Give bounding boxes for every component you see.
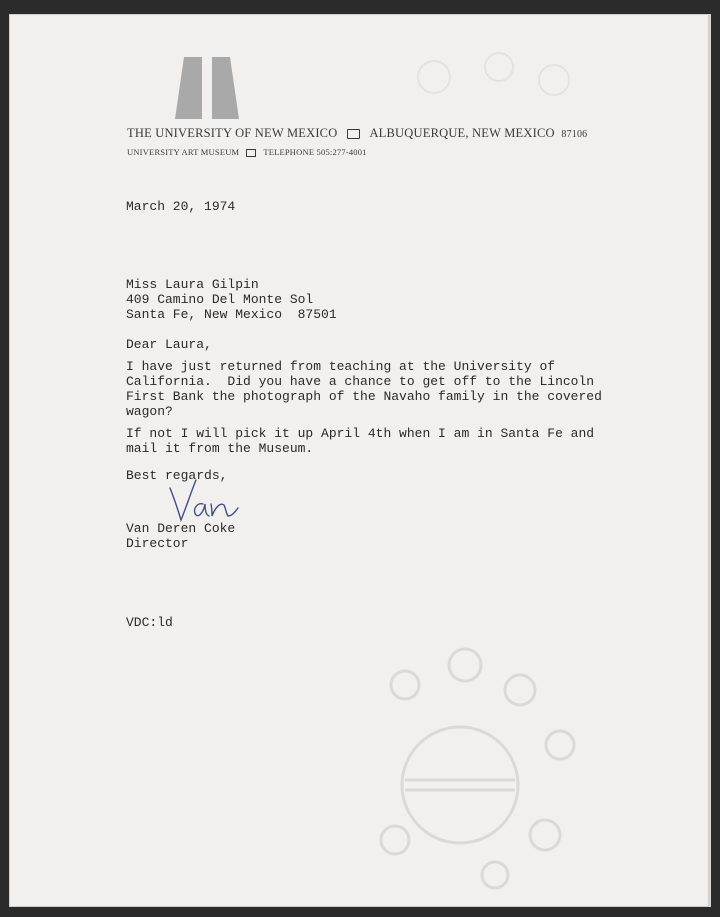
recipient-street: 409 Camino Del Monte Sol [126,292,314,307]
department-name: UNIVERSITY ART MUSEUM [127,147,240,157]
paragraph-1-line: I have just returned from teaching at the University of [126,359,556,374]
faint-embossed-stamp [365,640,595,890]
faint-stamp-top [389,42,589,102]
institution-name: THE UNIVERSITY OF NEW MEXICO [127,126,338,140]
paragraph-1-line: wagon? [126,404,173,419]
telephone: TELEPHONE 505:277-4001 [263,147,367,157]
paragraph-1-line: California. Did you have a chance to get off to the Lincoln [126,374,595,389]
recipient-city: Santa Fe, New Mexico 87501 [126,307,337,322]
separator-box-icon [347,129,360,139]
closing: Best regards, [126,468,228,483]
paragraph-2-line: If not I will pick it up April 4th when I am in Santa Fe and [126,426,595,441]
letterhead-address [127,126,587,141]
recipient-name: Miss Laura Gilpin [126,277,259,292]
paragraph-1-line: First Bank the photograph of the Navaho family in the covered [126,389,602,404]
letter-date: March 20, 1974 [126,199,236,214]
handwritten-signature [168,474,240,526]
signer-name: Van Deren Coke [126,521,236,536]
letterhead-department [127,147,367,157]
paragraph-2-line: mail it from the Museum. [126,441,314,456]
separator-box-icon [246,149,256,157]
zip-code: 87106 [561,129,588,140]
city-name: ALBUQUERQUE, NEW MEXICO [369,126,555,140]
university-logo-icon [175,57,239,119]
salutation: Dear Laura, [126,337,212,352]
signer-title: Director [126,536,189,551]
reference-initials: VDC:ld [126,615,173,630]
